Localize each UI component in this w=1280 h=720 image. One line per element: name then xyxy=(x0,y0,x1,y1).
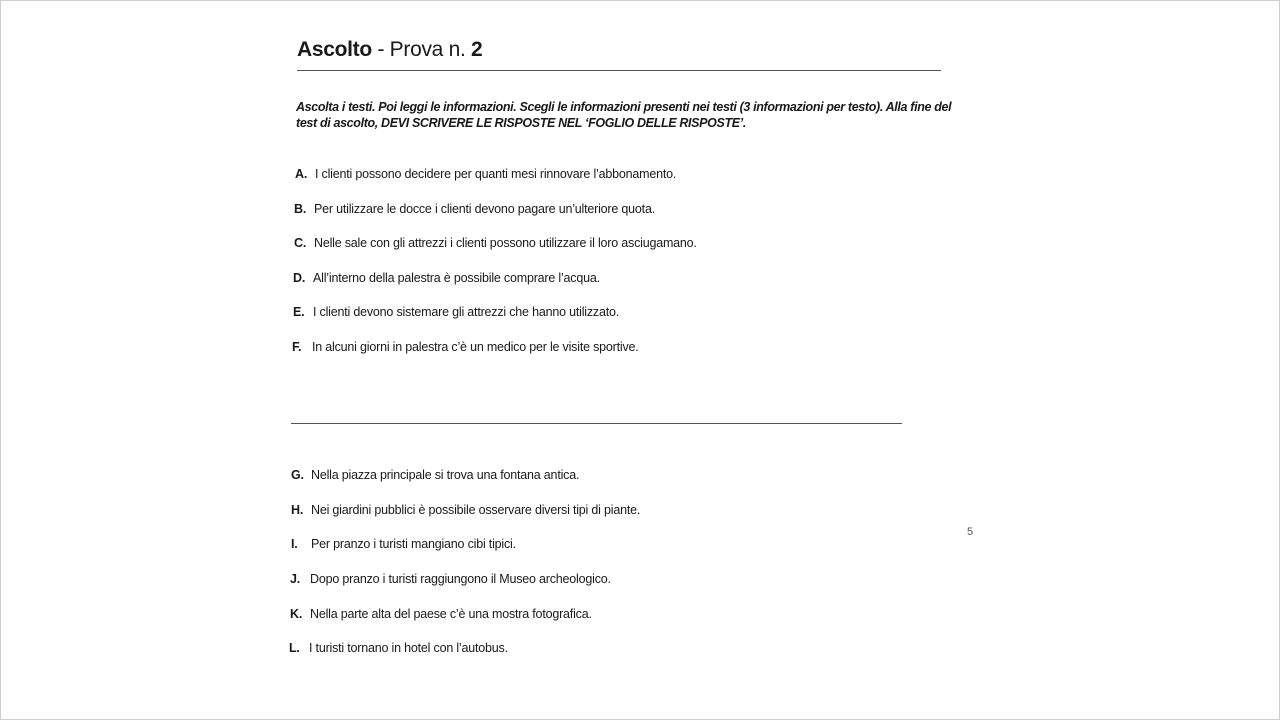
item-text: I clienti devono sistemare gli attrezzi che hanno utilizzato. xyxy=(313,305,620,319)
title-bold: Ascolto xyxy=(297,38,372,61)
item-letter: D. xyxy=(293,271,306,285)
item-letter: K. xyxy=(290,607,303,621)
item-text: In alcuni giorni in palestra c’è un medico per le visite sportive. xyxy=(312,340,639,354)
list-item xyxy=(289,641,508,655)
list-item xyxy=(291,468,579,482)
section-divider xyxy=(291,423,902,424)
list-item xyxy=(290,607,592,621)
title-divider xyxy=(297,70,941,71)
item-letter: G. xyxy=(291,468,304,482)
item-text: Nelle sale con gli attrezzi i clienti possono utilizzare il loro asciugamano. xyxy=(314,236,697,250)
item-text: Per utilizzare le docce i clienti devono pagare un’ulteriore quota. xyxy=(314,202,655,216)
item-text: Nella piazza principale si trova una fontana antica. xyxy=(311,468,580,482)
item-letter: J. xyxy=(290,572,301,586)
list-item xyxy=(291,503,640,517)
item-text: Per pranzo i turisti mangiano cibi tipici. xyxy=(311,537,516,551)
item-text: Nei giardini pubblici è possibile osservare diversi tipi di piante. xyxy=(311,503,641,517)
list-item xyxy=(291,537,516,551)
list-item xyxy=(290,572,611,586)
item-letter: H. xyxy=(291,503,304,517)
page-title xyxy=(297,38,482,62)
item-letter: C. xyxy=(294,236,307,250)
list-item xyxy=(293,305,619,319)
instructions-text: Ascolta i testi. Poi leggi le informazioni. Scegli le informazioni presenti nei testi (3 informazioni per testo). Alla fine del test di ascolto, DEVI SCRIVERE LE RISPOSTE NEL ‘FOGLIO DELLE RISPOSTE’. xyxy=(296,100,952,130)
item-letter: I. xyxy=(291,537,298,551)
title-number: 2 xyxy=(471,38,483,61)
list-item xyxy=(294,236,697,250)
item-letter: E. xyxy=(293,305,305,319)
item-text: All’interno della palestra è possibile comprare l’acqua. xyxy=(313,271,600,285)
item-text: Dopo pranzo i turisti raggiungono il Museo archeologico. xyxy=(310,572,611,586)
list-item xyxy=(295,167,676,181)
item-letter: F. xyxy=(292,340,302,354)
page-number: 5 xyxy=(967,526,974,538)
list-item xyxy=(292,340,639,354)
title-rest: - Prova n. xyxy=(371,38,472,61)
item-text: Nella parte alta del paese c’è una mostra fotografica. xyxy=(310,607,592,621)
item-letter: A. xyxy=(295,167,308,181)
list-item xyxy=(294,202,655,216)
item-text: I turisti tornano in hotel con l’autobus. xyxy=(309,641,508,655)
item-text: I clienti possono decidere per quanti mesi rinnovare l’abbonamento. xyxy=(315,167,677,181)
item-letter: B. xyxy=(294,202,307,216)
item-letter: L. xyxy=(289,641,300,655)
list-item xyxy=(293,271,600,285)
